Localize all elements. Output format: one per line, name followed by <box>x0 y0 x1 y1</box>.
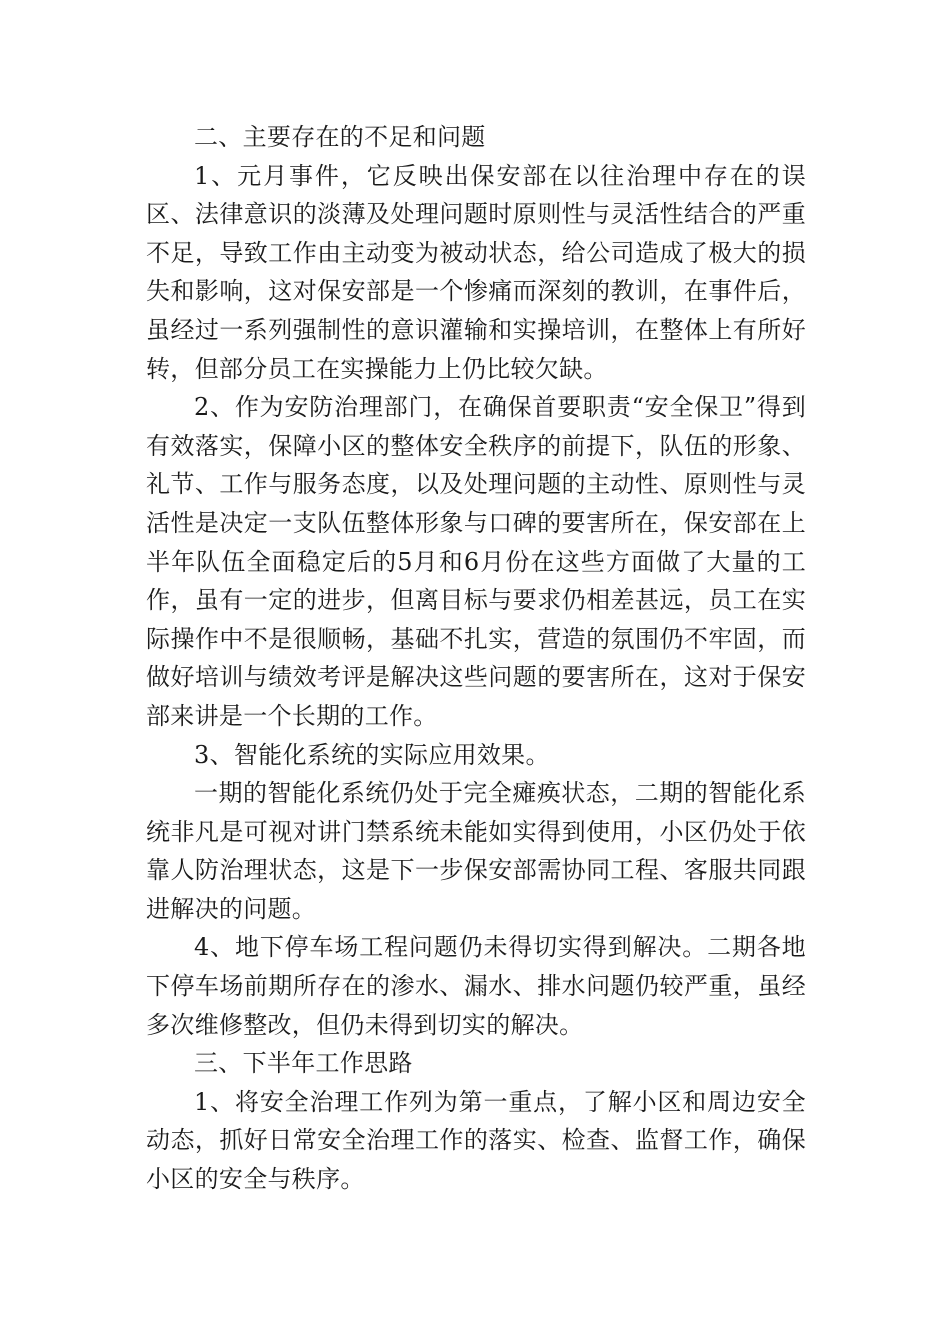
paragraph-item-1: 1、元月事件，它反映出保安部在以往治理中存在的误区、法律意识的淡薄及处理问题时原则性与灵活性结合的严重不足，导致工作由主动变为被动状态，给公司造成了极大的损失和影响，这对保安部是一个惨痛而深刻的教训，在事件后，虽经过一系列强制性的意识灌输和实操培训，在整体上有所好转，但部分员工在实操能力上仍比较欠缺。 <box>146 161 806 383</box>
section-heading-problems: 二、主要存在的不足和问题 <box>194 123 486 151</box>
paragraph-item-3-title: 3、智能化系统的实际应用效果。 <box>194 740 550 769</box>
paragraph-item-2: 2、作为安防治理部门，在确保首要职责“安全保卫”得到有效落实，保障小区的整体安全秩序的前提下，队伍的形象、礼节、工作与服务态度，以及处理问题的主动性、原则性与灵活性是决定一支队伍整体形象与口碑的要害所在，保安部在上半年队伍全面稳定后的5月和6月份在这些方面做了大量的工作，虽有一定的进步，但离目标与要求仍相差甚远，员工在实际操作中不是很顺畅，基础不扎实，营造的氛围仍不牢固，而做好培训与绩效考评是解决这些问题的要害所在，这对于保安部来讲是一个长期的工作。 <box>146 393 806 730</box>
paragraph-item-4: 4、地下停车场工程问题仍未得切实得到解决。二期各地下停车场前期所存在的渗水、漏水、排水问题仍较严重，虽经多次维修整改，但仍未得到切实的解决。 <box>146 933 806 1039</box>
document-body <box>146 118 806 1199</box>
section-heading-plan: 三、下半年工作思路 <box>194 1049 413 1078</box>
paragraph-item-3-body: 一期的智能化系统仍处于完全瘫痪状态，二期的智能化系统非凡是可视对讲门禁系统未能如实得到使用，小区仍处于依靠人防治理状态，这是下一步保安部需协同工程、客服共同跟进解决的问题。 <box>146 779 806 923</box>
paragraph-plan-item-1: 1、将安全治理工作列为第一重点，了解小区和周边安全动态，抓好日常安全治理工作的落实、检查、监督工作，确保小区的安全与秩序。 <box>146 1087 806 1194</box>
